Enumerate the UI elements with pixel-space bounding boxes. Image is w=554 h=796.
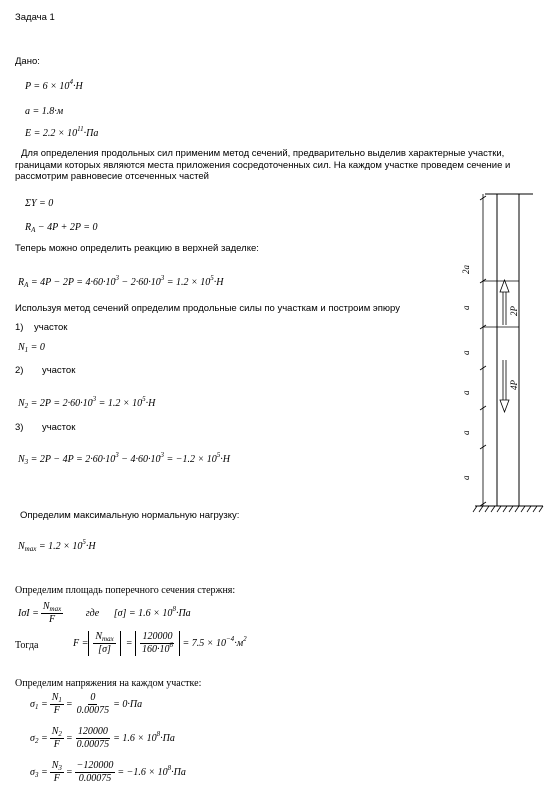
- given-a: a = 1.8·м: [25, 106, 64, 117]
- strength-condition: IσI = $\frac{N_{max}}{F}$ где $[\sigma] = 1.6 \times 10^8\cdot Па$: [18, 601, 191, 625]
- section-2-label: 2) участок: [15, 365, 76, 376]
- section-3-label: 3) участок: [15, 422, 76, 433]
- dim-label-a-2: a: [461, 350, 471, 355]
- area-text: Определим площадь поперечного сечения стержня:: [15, 585, 236, 596]
- given-e: $E = 2.2 \times 10^{11}\cdot Па$: [25, 125, 99, 139]
- area-result: F = $\frac{N_{max}}{[\sigma]}$ = $\frac{120000}{160\cdot 10^6}$ = $7.5 \times 10^{-4}\cdot м^2$: [73, 631, 247, 655]
- section-1-label: 1) участок: [15, 322, 68, 333]
- ra-equation: $R_A - 4P + 2P = 0$: [25, 222, 98, 234]
- stress-3: $\sigma_3$ = $\frac{N_3}{F}$ = $\frac{-120000}{0.00075}$ = $-1.6 \times 10^8\cdot Па$: [30, 760, 186, 784]
- dim-label-a-4: a: [461, 430, 471, 435]
- section-3-equation: $N_3 = 2P - 4P = 2\cdot 60\cdot 10^3 - 4\cdot 60\cdot 10^3 = -1.2 \times 10^5\cdot H$: [18, 451, 231, 466]
- ra-calculation: $R_A = 4P - 2P = 4\cdot 60\cdot 10^3 - 2\cdot 60\cdot 10^3 = 1.2 \times 10^5\cdot H$: [18, 274, 224, 289]
- stress-text: Определим напряжения на каждом участке:: [15, 678, 202, 689]
- section-1-equation: $N_1 = 0$: [18, 342, 45, 354]
- dim-label-a-5: a: [461, 475, 471, 480]
- dim-label-2a: 2a: [461, 265, 471, 274]
- force-label-4p: 4P: [509, 380, 519, 390]
- force-label-2p: 2P: [509, 306, 519, 316]
- bottom-hatching: [473, 506, 543, 512]
- nmax-equation: $N_{max} = 1.2 \times 10^5\cdot H$: [18, 538, 96, 553]
- sum-y-equation: ΣY = 0: [25, 198, 54, 209]
- rod: [497, 194, 519, 506]
- stress-1: $\sigma_1$ = $\frac{N_1}{F}$ = $\frac{0}{0.00075}$ = 0·Па: [30, 692, 143, 716]
- sections-text: Используя метод сечений определим продольные силы по участкам и построим эпюру: [15, 303, 400, 314]
- rod-diagram: [455, 190, 550, 520]
- reaction-text: Теперь можно определить реакцию в верхней заделке:: [15, 243, 259, 254]
- force-arrow-4p: [500, 360, 509, 412]
- dim-label-a-3: a: [461, 390, 471, 395]
- force-arrow-2p: [500, 280, 509, 325]
- given-heading: Дано:: [15, 56, 40, 67]
- stress-2: $\sigma_2$ = $\frac{N_2}{F}$ = $\frac{120000}{0.00075}$ = $1.6 \times 10^8\cdot Па$: [30, 726, 175, 750]
- dim-label-a-1: a: [461, 305, 471, 310]
- page-title: Задача 1: [15, 12, 55, 23]
- given-p: $P = 6 \times 10^4\cdot H$: [25, 78, 83, 92]
- then-word: Тогда: [15, 640, 39, 651]
- intro-paragraph: Для определения продольных сил применим метод сечений, предварительно выделив характерные участки, границами которых являются места приложения сосредоточенных сил. На каждом участке проведем сечение и рассмотрим равновесие отсеченных частей: [15, 148, 511, 182]
- max-load-text: Определим максимальную нормальную нагрузку:: [20, 510, 240, 521]
- section-2-equation: $N_2 = 2P = 2\cdot 60\cdot 10^3 = 1.2 \times 10^5\cdot H$: [18, 395, 156, 410]
